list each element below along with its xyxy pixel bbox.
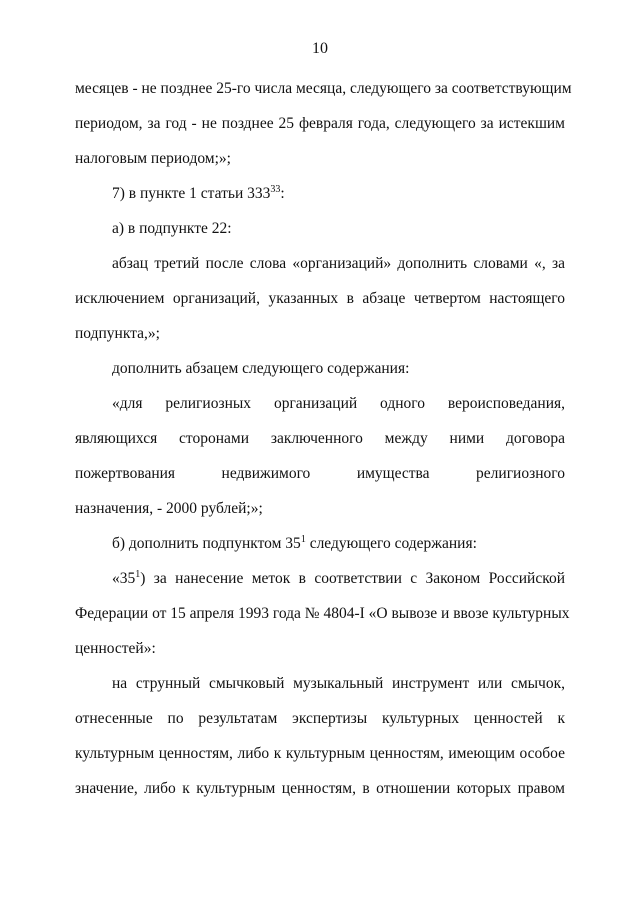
text-line: назначения, - 2000 рублей;»; xyxy=(75,500,263,517)
text-line xyxy=(112,534,565,554)
text-line: а) в подпункте 22: xyxy=(112,220,232,237)
text-span: б) дополнить подпунктом 35 xyxy=(112,535,301,552)
text-line: значение, либо к культурным ценностям, в отношении которых правом xyxy=(75,780,565,797)
page-number: 10 xyxy=(312,40,328,57)
text-line: культурным ценностям, либо к культурным ценностям, имеющим особое xyxy=(75,745,565,762)
text-line: исключением организаций, указанных в абзаце четвертом настоящего xyxy=(75,290,565,307)
superscript: 1 xyxy=(135,569,141,580)
text-line: являющихся сторонами заключенного между ними договора xyxy=(75,430,565,447)
text-line: налоговым периодом;»; xyxy=(75,150,231,167)
text-span: : xyxy=(280,185,285,202)
text-line: на струнный смычковый музыкальный инструмент или смычок, xyxy=(112,675,565,692)
text-span: 7) в пункте 1 статьи 333 xyxy=(112,185,271,202)
text-line: абзац третий после слова «организаций» дополнить словами «, за xyxy=(112,255,565,272)
text-line: периодом, за год - не позднее 25 февраля года, следующего за истекшим xyxy=(75,115,565,132)
text-line: месяцев - не позднее 25-го числа месяца, следующего за соответствующим xyxy=(75,80,572,97)
superscript: 1 xyxy=(300,534,306,545)
text-line xyxy=(112,569,565,589)
text-line: отнесенные по результатам экспертизы культурных ценностей к xyxy=(75,710,565,727)
text-line: Федерации от 15 апреля 1993 года № 4804-I «О вывозе и ввозе культурных xyxy=(75,605,570,622)
text-line xyxy=(112,184,565,204)
superscript: 33 xyxy=(270,184,281,195)
text-line: дополнить абзацем следующего содержания: xyxy=(112,360,410,377)
text-line: подпункта,»; xyxy=(75,325,160,342)
text-span: «35 xyxy=(112,570,136,587)
text-span: ) за нанесение меток в соответствии с Законом Российской xyxy=(140,570,565,587)
text-span: следующего содержания: xyxy=(305,535,477,552)
text-line: ценностей»: xyxy=(75,640,156,657)
text-line: «для религиозных организаций одного вероисповедания, xyxy=(112,395,565,412)
text-line: пожертвования недвижимого имущества религиозного xyxy=(75,465,565,482)
